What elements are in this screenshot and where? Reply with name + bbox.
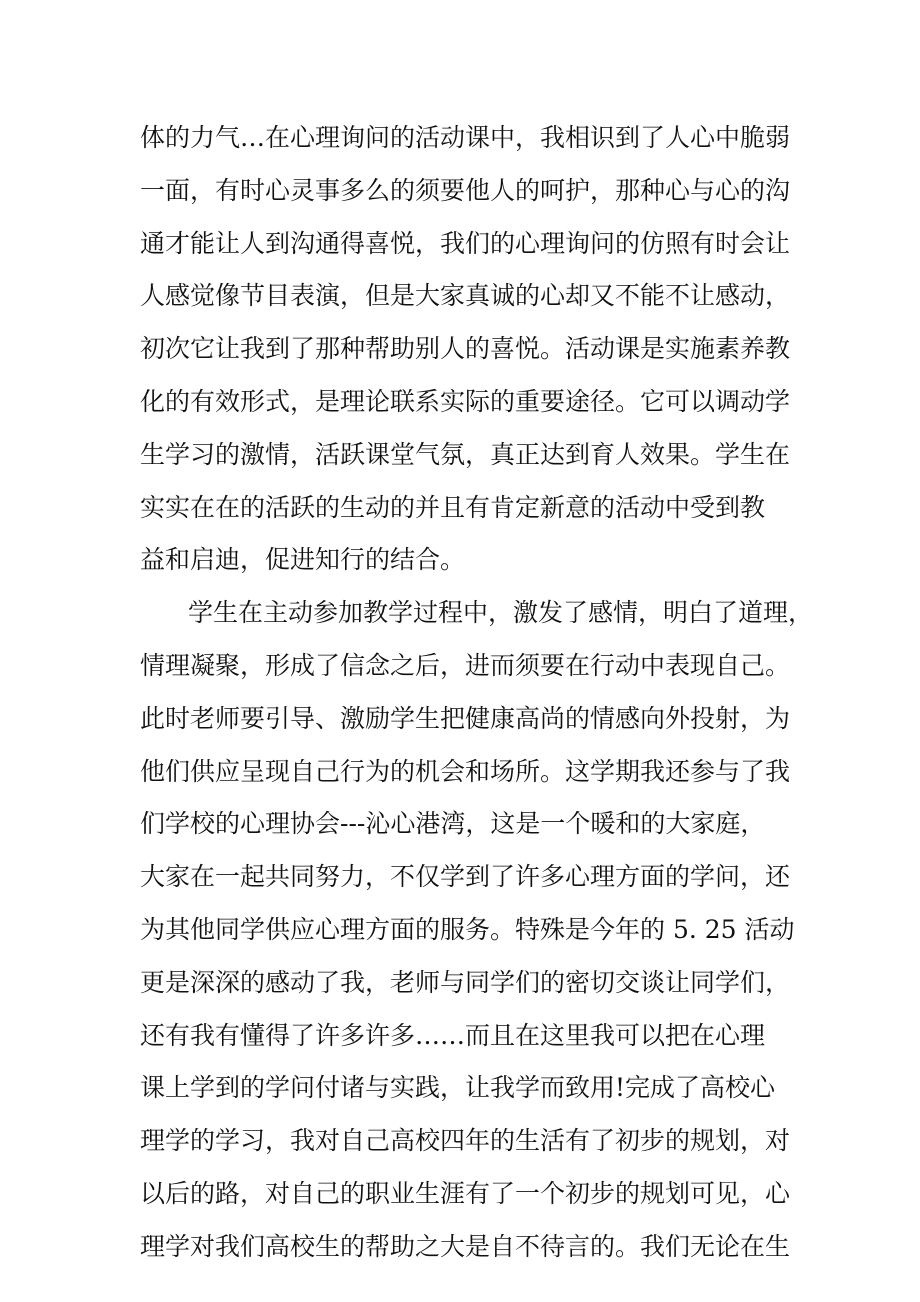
text-line: 初次它让我到了那种帮助别人的喜悦。活动课是实施素养教: [140, 334, 791, 364]
body-text: [140, 112, 814, 1274]
text-line: 生学习的激情，活跃课堂气氛，真正达到育人效果。学生在: [140, 439, 791, 469]
text-line: 人感觉像节目表演，但是大家真诚的心却又不能不让感动，: [140, 281, 791, 311]
text-line: 还有我有懂得了许多许多……而且在这里我可以把在心理: [140, 1020, 766, 1050]
text-line: 化的有效形式，是理论联系实际的重要途径。它可以调动学: [140, 386, 791, 416]
text-line: 们学校的心理协会---沁心港湾，这是一个暖和的大家庭，: [140, 809, 766, 839]
text-line: 理学对我们高校生的帮助之大是自不待言的。我们无论在生: [140, 1231, 791, 1261]
text-line: 一面，有时心灵事多么的须要他人的呵护，那种心与心的沟: [140, 175, 791, 205]
text-line: 通才能让人到沟通得喜悦，我们的心理询问的仿照有时会让: [140, 228, 791, 258]
text-line: 体的力气…在心理询问的活动课中，我相识到了人心中脆弱: [140, 123, 791, 152]
text-line: 他们供应呈现自己行为的机会和场所。这学期我还参与了我: [140, 756, 791, 786]
text-line: 课上学到的学问付诸与实践，让我学而致用!完成了高校心: [140, 1073, 776, 1103]
text-line: 更是深深的感动了我，老师与同学们的密切交谈让同学们，: [140, 967, 791, 997]
text-line: 理学的学习，我对自己高校四年的生活有了初步的规划，对: [140, 1126, 791, 1156]
text-line: 实实在在的活跃的生动的并且有肯定新意的活动中受到教: [140, 492, 766, 522]
text-line: 此时老师要引导、激励学生把健康高尚的情感向外投射，为: [140, 703, 791, 733]
text-line: 大家在一起共同努力，不仅学到了许多心理方面的学问，还: [140, 862, 791, 892]
text-line: 情理凝聚，形成了信念之后，进而须要在行动中表现自己。: [140, 650, 791, 680]
text-line: 以后的路，对自己的职业生涯有了一个初步的规划可见，心: [140, 1178, 791, 1208]
paragraph-first-line: 学生在主动参加教学过程中，激发了感情，明白了道理，: [188, 598, 814, 628]
text-line: 益和启迪，促进知行的结合。: [140, 545, 466, 575]
text-line: 为其他同学供应心理方面的服务。特殊是今年的 5. 25 活动: [140, 914, 795, 944]
